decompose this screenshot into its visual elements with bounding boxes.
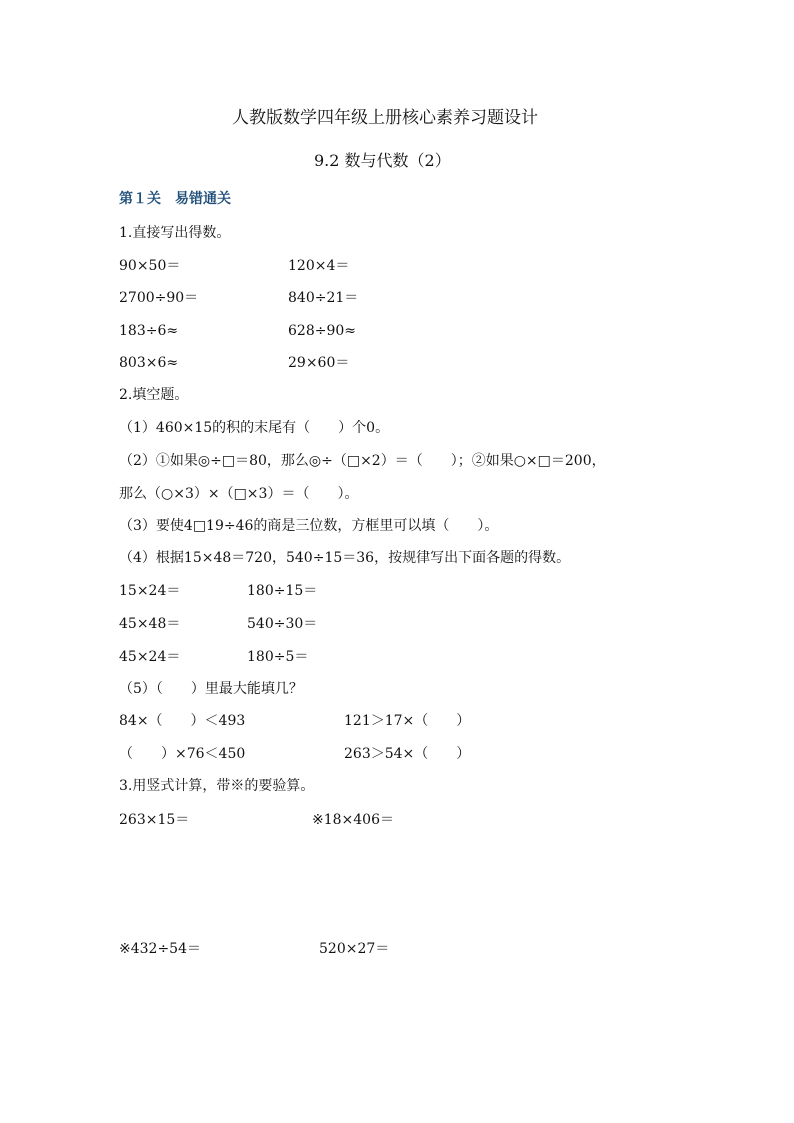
q1-item: 29×60＝	[288, 355, 350, 371]
q2-part-5-item: （ ）×76＜450	[119, 746, 246, 762]
q2-part-3: （3）要使4□19÷46的商是三位数，方框里可以填（ ）。	[119, 518, 499, 534]
q3-item: 263×15＝	[119, 812, 190, 828]
q2-part-4-item: 45×48＝	[119, 616, 181, 632]
q2-part-5-item: 121＞17×（ ）	[344, 713, 471, 729]
q1-item: 628÷90≈	[288, 323, 356, 339]
q3-item: ※18×406＝	[312, 812, 394, 828]
q2-part-2-line-1: （2）①如果◎÷□＝80，那么◎÷（□×2）＝（ ）；②如果○×□＝200，	[119, 453, 606, 469]
q3-item: ※432÷54＝	[119, 941, 201, 957]
q2-part-4-item: 180÷5＝	[247, 649, 309, 665]
q1-item: 120×4＝	[288, 258, 350, 274]
q2-part-4: （4）根据15×48＝720，540÷15＝36，按规律写出下面各题的得数。	[119, 550, 571, 566]
q2-part-4-item: 45×24＝	[119, 649, 181, 665]
q1-heading: 1.直接写出得数。	[119, 225, 231, 241]
q2-part-1: （1）460×15的积的末尾有（ ）个0。	[119, 420, 390, 436]
page-title: 人教版数学四年级上册核心素养习题设计	[232, 108, 538, 128]
q2-part-4-item: 540÷30＝	[247, 616, 318, 632]
q2-part-5-item: 84×（ ）＜493	[119, 713, 246, 729]
q3-item: 520×27＝	[319, 941, 390, 957]
q1-item: 90×50＝	[119, 258, 181, 274]
q2-heading: 2.填空题。	[119, 387, 189, 403]
q1-item: 803×6≈	[119, 355, 179, 371]
q2-part-4-item: 15×24＝	[119, 583, 181, 599]
section-title: 第１关 易错通关	[119, 191, 231, 207]
q2-part-4-item: 180÷15＝	[247, 583, 318, 599]
q1-item: 840÷21＝	[288, 290, 359, 306]
q1-item: 183÷6≈	[119, 323, 179, 339]
q3-heading: 3.用竖式计算，带※的要验算。	[119, 778, 315, 794]
page-subtitle: 9.2 数与代数（2）	[314, 151, 451, 170]
q2-part-2-line-2: 那么（○×3）×（□×3）＝（ ）。	[119, 486, 359, 502]
q1-item: 2700÷90＝	[119, 290, 199, 306]
q2-part-5: （5）（ ）里最大能填几？	[119, 681, 303, 697]
q2-part-5-item: 263＞54×（ ）	[344, 746, 471, 762]
